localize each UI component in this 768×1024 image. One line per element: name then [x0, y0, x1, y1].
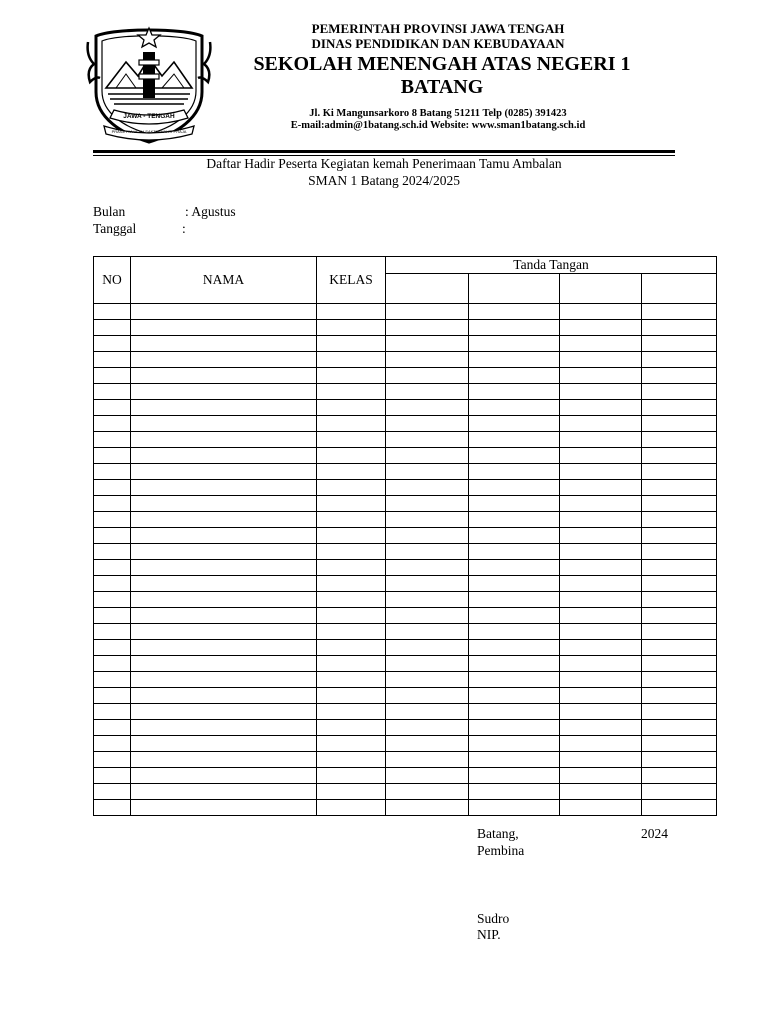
table-row — [94, 688, 717, 704]
cell-signature-2[interactable] — [469, 784, 560, 800]
cell-signature-2[interactable] — [469, 512, 560, 528]
cell-no[interactable] — [94, 528, 131, 544]
cell-no[interactable] — [94, 768, 131, 784]
cell-signature-3[interactable] — [560, 752, 642, 768]
table-row — [94, 720, 717, 736]
cell-signature-4[interactable] — [642, 768, 717, 784]
cell-signature-3[interactable] — [560, 704, 642, 720]
cell-signature-1[interactable] — [386, 416, 469, 432]
signatory-name: Sudro — [477, 911, 510, 926]
cell-kelas[interactable] — [317, 448, 386, 464]
cell-nama[interactable] — [131, 672, 317, 688]
cell-signature-2[interactable] — [469, 336, 560, 352]
cell-no[interactable] — [94, 432, 131, 448]
cell-kelas[interactable] — [317, 576, 386, 592]
signature-role: Pembina — [477, 843, 525, 858]
cell-nama[interactable] — [131, 752, 317, 768]
cell-signature-3[interactable] — [560, 592, 642, 608]
cell-no[interactable] — [94, 736, 131, 752]
cell-signature-4[interactable] — [642, 368, 717, 384]
cell-signature-4[interactable] — [642, 640, 717, 656]
table-row — [94, 368, 717, 384]
header-no: NO — [94, 257, 131, 304]
cell-signature-3[interactable] — [560, 768, 642, 784]
cell-signature-1[interactable] — [386, 688, 469, 704]
cell-signature-1[interactable] — [386, 640, 469, 656]
cell-nama[interactable] — [131, 416, 317, 432]
cell-signature-2[interactable] — [469, 688, 560, 704]
cell-signature-1[interactable] — [386, 656, 469, 672]
cell-no[interactable] — [94, 576, 131, 592]
table-row — [94, 512, 717, 528]
cell-kelas[interactable] — [317, 352, 386, 368]
cell-signature-4[interactable] — [642, 320, 717, 336]
cell-signature-2[interactable] — [469, 672, 560, 688]
cell-signature-1[interactable] — [386, 592, 469, 608]
cell-signature-4[interactable] — [642, 688, 717, 704]
cell-kelas[interactable] — [317, 752, 386, 768]
attendance-table — [93, 256, 717, 816]
signature-col-2[interactable] — [469, 274, 560, 304]
cell-signature-4[interactable] — [642, 752, 717, 768]
cell-signature-3[interactable] — [560, 736, 642, 752]
svg-text:JAWA - TENGAH: JAWA - TENGAH — [123, 113, 175, 120]
cell-signature-2[interactable] — [469, 384, 560, 400]
cell-signature-2[interactable] — [469, 352, 560, 368]
cell-signature-2[interactable] — [469, 768, 560, 784]
signature-place: Batang, — [477, 826, 519, 841]
cell-kelas[interactable] — [317, 400, 386, 416]
cell-signature-2[interactable] — [469, 368, 560, 384]
cell-signature-4[interactable] — [642, 784, 717, 800]
document-subtitle: SMAN 1 Batang 2024/2025 — [308, 173, 460, 188]
cell-nama[interactable] — [131, 784, 317, 800]
school-address: Jl. Ki Mangunsarkoro 8 Batang 51211 Telp (0285) 391423 — [309, 108, 567, 119]
table-row — [94, 448, 717, 464]
cell-signature-3[interactable] — [560, 496, 642, 512]
cell-signature-1[interactable] — [386, 720, 469, 736]
cell-nama[interactable] — [131, 304, 317, 320]
cell-signature-4[interactable] — [642, 384, 717, 400]
cell-signature-3[interactable] — [560, 432, 642, 448]
cell-nama[interactable] — [131, 656, 317, 672]
cell-signature-2[interactable] — [469, 480, 560, 496]
cell-signature-3[interactable] — [560, 336, 642, 352]
cell-signature-4[interactable] — [642, 432, 717, 448]
cell-nama[interactable] — [131, 608, 317, 624]
table-row — [94, 640, 717, 656]
cell-signature-3[interactable] — [560, 640, 642, 656]
table-row — [94, 416, 717, 432]
cell-signature-3[interactable] — [560, 352, 642, 368]
cell-signature-4[interactable] — [642, 448, 717, 464]
cell-signature-4[interactable] — [642, 672, 717, 688]
table-row — [94, 768, 717, 784]
cell-signature-4[interactable] — [642, 560, 717, 576]
cell-signature-3[interactable] — [560, 320, 642, 336]
cell-signature-2[interactable] — [469, 544, 560, 560]
cell-signature-1[interactable] — [386, 608, 469, 624]
cell-signature-4[interactable] — [642, 416, 717, 432]
cell-signature-2[interactable] — [469, 400, 560, 416]
cell-kelas[interactable] — [317, 672, 386, 688]
cell-signature-2[interactable] — [469, 704, 560, 720]
cell-no[interactable] — [94, 720, 131, 736]
cell-nama[interactable] — [131, 384, 317, 400]
cell-signature-2[interactable] — [469, 320, 560, 336]
cell-no[interactable] — [94, 784, 131, 800]
cell-signature-4[interactable] — [642, 528, 717, 544]
table-row — [94, 528, 717, 544]
cell-signature-4[interactable] — [642, 496, 717, 512]
cell-signature-3[interactable] — [560, 480, 642, 496]
cell-nama[interactable] — [131, 368, 317, 384]
cell-signature-3[interactable] — [560, 448, 642, 464]
cell-signature-1[interactable] — [386, 800, 469, 816]
cell-signature-4[interactable] — [642, 736, 717, 752]
cell-signature-3[interactable] — [560, 720, 642, 736]
table-row — [94, 656, 717, 672]
cell-nama[interactable] — [131, 704, 317, 720]
cell-signature-3[interactable] — [560, 528, 642, 544]
cell-kelas[interactable] — [317, 640, 386, 656]
cell-no[interactable] — [94, 352, 131, 368]
cell-no[interactable] — [94, 704, 131, 720]
cell-kelas[interactable] — [317, 432, 386, 448]
date-label: Tanggal — [93, 221, 137, 236]
cell-no[interactable] — [94, 560, 131, 576]
cell-kelas[interactable] — [317, 608, 386, 624]
cell-signature-3[interactable] — [560, 384, 642, 400]
cell-no[interactable] — [94, 656, 131, 672]
cell-no[interactable] — [94, 336, 131, 352]
cell-kelas[interactable] — [317, 624, 386, 640]
cell-no[interactable] — [94, 592, 131, 608]
month-label: Bulan — [93, 204, 126, 219]
cell-kelas[interactable] — [317, 544, 386, 560]
cell-signature-3[interactable] — [560, 544, 642, 560]
signature-col-3[interactable] — [560, 274, 642, 304]
cell-signature-1[interactable] — [386, 704, 469, 720]
cell-signature-4[interactable] — [642, 352, 717, 368]
table-row — [94, 400, 717, 416]
cell-signature-1[interactable] — [386, 624, 469, 640]
cell-signature-1[interactable] — [386, 448, 469, 464]
cell-no[interactable] — [94, 304, 131, 320]
cell-kelas[interactable] — [317, 560, 386, 576]
cell-no[interactable] — [94, 496, 131, 512]
month-value: : Agustus — [185, 204, 236, 219]
table-row — [94, 672, 717, 688]
cell-signature-4[interactable] — [642, 544, 717, 560]
table-row — [94, 800, 717, 816]
cell-kelas[interactable] — [317, 368, 386, 384]
cell-signature-1[interactable] — [386, 400, 469, 416]
table-row — [94, 736, 717, 752]
cell-signature-4[interactable] — [642, 464, 717, 480]
cell-signature-4[interactable] — [642, 800, 717, 816]
cell-signature-1[interactable] — [386, 480, 469, 496]
cell-signature-2[interactable] — [469, 416, 560, 432]
cell-signature-3[interactable] — [560, 464, 642, 480]
cell-kelas[interactable] — [317, 768, 386, 784]
signature-year: 2024 — [641, 826, 668, 841]
cell-no[interactable] — [94, 368, 131, 384]
cell-kelas[interactable] — [317, 688, 386, 704]
cell-no[interactable] — [94, 384, 131, 400]
cell-signature-3[interactable] — [560, 512, 642, 528]
cell-signature-4[interactable] — [642, 656, 717, 672]
cell-kelas[interactable] — [317, 512, 386, 528]
cell-signature-2[interactable] — [469, 592, 560, 608]
cell-signature-3[interactable] — [560, 304, 642, 320]
cell-signature-1[interactable] — [386, 512, 469, 528]
svg-text:PRASETYA ULAH SAKTI BHAKTI PRA: PRASETYA ULAH SAKTI BHAKTI PRAJA — [111, 129, 187, 134]
table-row — [94, 544, 717, 560]
cell-kelas[interactable] — [317, 336, 386, 352]
cell-kelas[interactable] — [317, 784, 386, 800]
cell-no[interactable] — [94, 480, 131, 496]
cell-signature-2[interactable] — [469, 576, 560, 592]
cell-nama[interactable] — [131, 352, 317, 368]
cell-kelas[interactable] — [317, 704, 386, 720]
cell-nama[interactable] — [131, 720, 317, 736]
jawa-tengah-crest-icon — [84, 22, 214, 148]
cell-nama[interactable] — [131, 512, 317, 528]
cell-no[interactable] — [94, 320, 131, 336]
cell-signature-2[interactable] — [469, 656, 560, 672]
table-row — [94, 784, 717, 800]
cell-signature-4[interactable] — [642, 400, 717, 416]
cell-signature-4[interactable] — [642, 608, 717, 624]
cell-nama[interactable] — [131, 544, 317, 560]
cell-signature-1[interactable] — [386, 752, 469, 768]
cell-nama[interactable] — [131, 448, 317, 464]
cell-signature-1[interactable] — [386, 368, 469, 384]
table-row — [94, 432, 717, 448]
cell-kelas[interactable] — [317, 720, 386, 736]
table-row — [94, 304, 717, 320]
date-value: : — [182, 221, 186, 236]
table-row — [94, 752, 717, 768]
cell-signature-1[interactable] — [386, 576, 469, 592]
cell-signature-4[interactable] — [642, 592, 717, 608]
document-title: Daftar Hadir Peserta Kegiatan kemah Penerimaan Tamu Ambalan — [206, 156, 562, 171]
cell-no[interactable] — [94, 640, 131, 656]
cell-nama[interactable] — [131, 768, 317, 784]
cell-signature-2[interactable] — [469, 624, 560, 640]
cell-signature-2[interactable] — [469, 736, 560, 752]
department-name: DINAS PENDIDIKAN DAN KEBUDAYAAN — [311, 36, 565, 51]
cell-nama[interactable] — [131, 688, 317, 704]
cell-kelas[interactable] — [317, 384, 386, 400]
cell-signature-1[interactable] — [386, 464, 469, 480]
cell-signature-1[interactable] — [386, 384, 469, 400]
cell-kelas[interactable] — [317, 528, 386, 544]
signature-col-4[interactable] — [642, 274, 717, 304]
cell-no[interactable] — [94, 672, 131, 688]
cell-signature-2[interactable] — [469, 448, 560, 464]
cell-signature-1[interactable] — [386, 352, 469, 368]
cell-kelas[interactable] — [317, 496, 386, 512]
cell-signature-2[interactable] — [469, 496, 560, 512]
table-row — [94, 624, 717, 640]
cell-signature-2[interactable] — [469, 464, 560, 480]
cell-no[interactable] — [94, 800, 131, 816]
cell-no[interactable] — [94, 688, 131, 704]
table-row — [94, 592, 717, 608]
cell-kelas[interactable] — [317, 304, 386, 320]
cell-signature-4[interactable] — [642, 576, 717, 592]
cell-signature-2[interactable] — [469, 608, 560, 624]
cell-signature-3[interactable] — [560, 624, 642, 640]
cell-signature-1[interactable] — [386, 528, 469, 544]
cell-signature-2[interactable] — [469, 560, 560, 576]
cell-kelas[interactable] — [317, 416, 386, 432]
cell-signature-3[interactable] — [560, 784, 642, 800]
signatory-nip: NIP. — [477, 927, 501, 942]
header-nama: NAMA — [131, 257, 317, 304]
cell-signature-1[interactable] — [386, 672, 469, 688]
table-row — [94, 384, 717, 400]
cell-nama[interactable] — [131, 592, 317, 608]
cell-kelas[interactable] — [317, 800, 386, 816]
cell-signature-1[interactable] — [386, 736, 469, 752]
cell-signature-1[interactable] — [386, 768, 469, 784]
cell-signature-1[interactable] — [386, 304, 469, 320]
table-row — [94, 336, 717, 352]
government-name: PEMERINTAH PROVINSI JAWA TENGAH — [311, 21, 565, 36]
cell-no[interactable] — [94, 400, 131, 416]
cell-nama[interactable] — [131, 800, 317, 816]
cell-signature-4[interactable] — [642, 704, 717, 720]
header-signature: Tanda Tangan — [386, 257, 717, 274]
table-row — [94, 560, 717, 576]
cell-kelas[interactable] — [317, 592, 386, 608]
table-row — [94, 352, 717, 368]
cell-signature-1[interactable] — [386, 432, 469, 448]
cell-no[interactable] — [94, 464, 131, 480]
cell-signature-3[interactable] — [560, 608, 642, 624]
cell-nama[interactable] — [131, 464, 317, 480]
cell-signature-3[interactable] — [560, 672, 642, 688]
cell-nama[interactable] — [131, 496, 317, 512]
cell-no[interactable] — [94, 544, 131, 560]
letterhead-rule-thick — [93, 150, 675, 153]
table-row — [94, 608, 717, 624]
cell-no[interactable] — [94, 448, 131, 464]
cell-signature-2[interactable] — [469, 304, 560, 320]
cell-nama[interactable] — [131, 320, 317, 336]
table-row — [94, 704, 717, 720]
cell-kelas[interactable] — [317, 480, 386, 496]
cell-kelas[interactable] — [317, 464, 386, 480]
cell-nama[interactable] — [131, 624, 317, 640]
cell-nama[interactable] — [131, 336, 317, 352]
table-row — [94, 320, 717, 336]
cell-signature-2[interactable] — [469, 720, 560, 736]
cell-signature-4[interactable] — [642, 336, 717, 352]
cell-nama[interactable] — [131, 480, 317, 496]
cell-nama[interactable] — [131, 640, 317, 656]
cell-signature-3[interactable] — [560, 688, 642, 704]
cell-no[interactable] — [94, 624, 131, 640]
cell-signature-4[interactable] — [642, 512, 717, 528]
cell-signature-1[interactable] — [386, 336, 469, 352]
cell-signature-4[interactable] — [642, 304, 717, 320]
cell-nama[interactable] — [131, 736, 317, 752]
cell-nama[interactable] — [131, 576, 317, 592]
cell-signature-4[interactable] — [642, 624, 717, 640]
cell-nama[interactable] — [131, 432, 317, 448]
cell-no[interactable] — [94, 512, 131, 528]
school-contact: E-mail:admin@1batang.sch.id Website: www.sman1batang.sch.id — [290, 120, 586, 131]
cell-nama[interactable] — [131, 528, 317, 544]
cell-signature-2[interactable] — [469, 752, 560, 768]
cell-signature-2[interactable] — [469, 800, 560, 816]
cell-no[interactable] — [94, 608, 131, 624]
cell-signature-3[interactable] — [560, 368, 642, 384]
cell-signature-2[interactable] — [469, 432, 560, 448]
cell-kelas[interactable] — [317, 656, 386, 672]
cell-signature-3[interactable] — [560, 400, 642, 416]
table-row — [94, 464, 717, 480]
cell-kelas[interactable] — [317, 736, 386, 752]
cell-signature-1[interactable] — [386, 320, 469, 336]
cell-signature-2[interactable] — [469, 528, 560, 544]
cell-signature-2[interactable] — [469, 640, 560, 656]
cell-signature-3[interactable] — [560, 560, 642, 576]
cell-signature-1[interactable] — [386, 560, 469, 576]
school-name: SEKOLAH MENENGAH ATAS NEGERI 1 BATANG — [253, 53, 631, 98]
table-row — [94, 576, 717, 592]
cell-kelas[interactable] — [317, 320, 386, 336]
cell-no[interactable] — [94, 416, 131, 432]
table-row — [94, 480, 717, 496]
cell-signature-3[interactable] — [560, 800, 642, 816]
cell-signature-4[interactable] — [642, 480, 717, 496]
cell-nama[interactable] — [131, 400, 317, 416]
cell-nama[interactable] — [131, 560, 317, 576]
cell-signature-3[interactable] — [560, 656, 642, 672]
header-kelas: KELAS — [317, 257, 386, 304]
cell-signature-3[interactable] — [560, 416, 642, 432]
cell-no[interactable] — [94, 752, 131, 768]
cell-signature-4[interactable] — [642, 720, 717, 736]
signature-col-1[interactable] — [386, 274, 469, 304]
table-row — [94, 496, 717, 512]
cell-signature-1[interactable] — [386, 496, 469, 512]
cell-signature-1[interactable] — [386, 784, 469, 800]
cell-signature-3[interactable] — [560, 576, 642, 592]
cell-signature-1[interactable] — [386, 544, 469, 560]
